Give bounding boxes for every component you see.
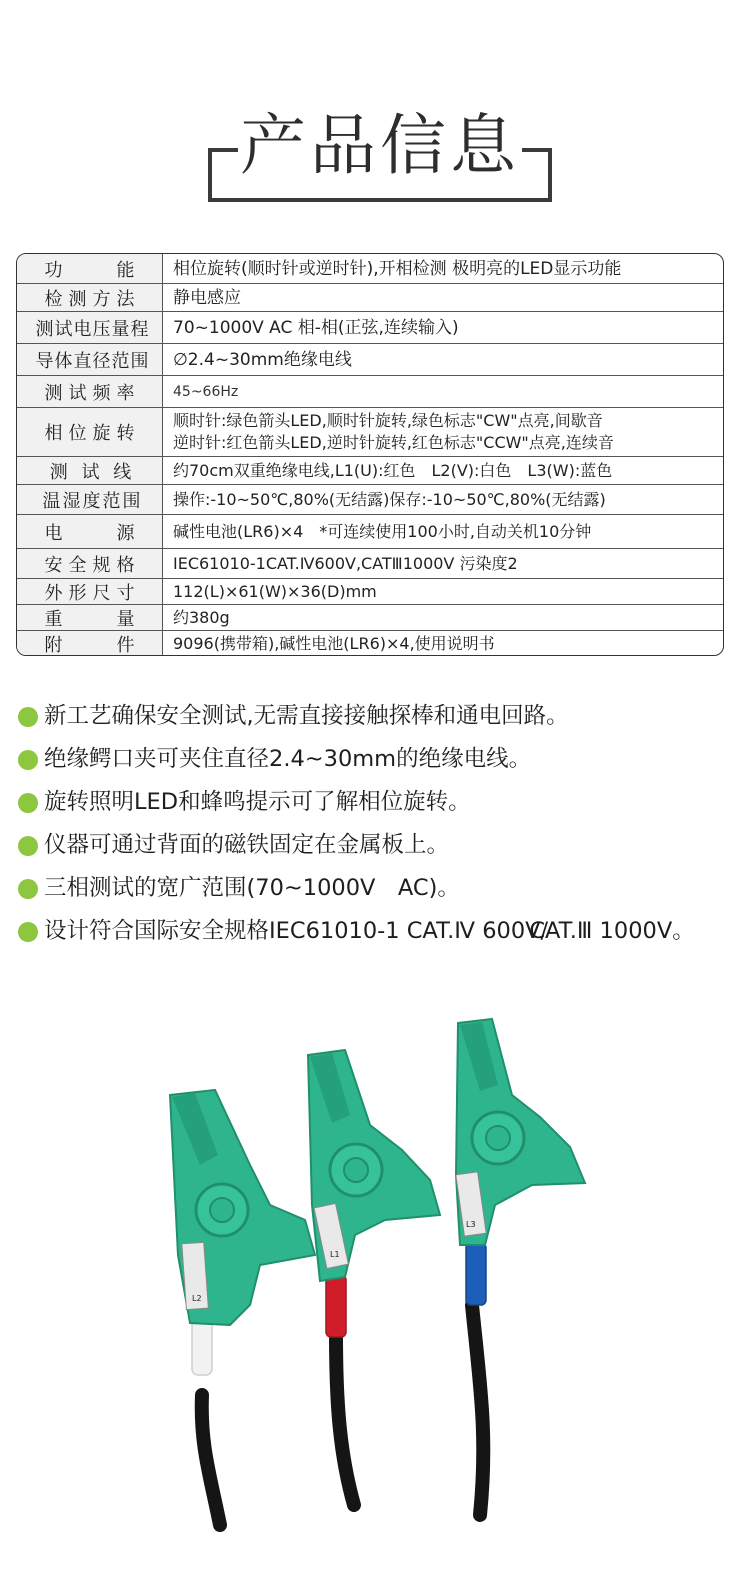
- feature-item: [18, 872, 738, 905]
- feature-text: 新工艺确保安全测试,无需直接接触探棒和通电回路。: [44, 703, 569, 729]
- feature-text: 三相测试的宽广范围(70~1000V AC)。: [44, 875, 460, 901]
- section-title-frame: [208, 100, 552, 204]
- spec-row: [17, 344, 723, 376]
- spec-row: [17, 408, 723, 457]
- spec-label: 外形尺寸: [17, 579, 163, 604]
- spec-label: 测试频率: [17, 376, 163, 407]
- spec-label: 安全规格: [17, 549, 163, 578]
- spec-label: 功 能: [17, 254, 163, 283]
- bullet-dot-icon: [18, 879, 38, 899]
- spec-value: 顺时针:绿色箭头LED,顺时针旋转,绿色标志"CW"点亮,间歇音 逆时针:红色箭头LED,逆时针旋转,红色标志"CCW"点亮,连续音: [173, 411, 614, 452]
- spec-row: [17, 515, 723, 549]
- spec-row: [17, 485, 723, 515]
- feature-text: 设计符合国际安全规格IEC61010-1 CAT.Ⅳ 600V/: [44, 918, 549, 944]
- spec-table: [16, 253, 724, 656]
- spec-value: 45~66Hz: [173, 383, 239, 400]
- bullet-dot-icon: [18, 836, 38, 856]
- spec-value: 70~1000V AC 相-相(正弦,连续输入): [173, 317, 459, 338]
- feature-item: [18, 915, 738, 948]
- spec-label: 相位旋转: [17, 408, 163, 456]
- spec-row: [17, 457, 723, 485]
- spec-row: [17, 579, 723, 605]
- cable-boot-blue: [466, 1243, 486, 1305]
- feature-text: 旋转照明LED和蜂鸣提示可了解相位旋转。: [44, 789, 471, 815]
- page-title: 产品信息: [240, 107, 520, 184]
- clip-label-l1: L1: [330, 1250, 340, 1259]
- spec-row: [17, 605, 723, 631]
- cable-boot-red: [326, 1275, 346, 1337]
- feature-item: [18, 829, 738, 862]
- spec-label: 附 件: [17, 631, 163, 656]
- feature-text: 绝缘鳄口夹可夹住直径2.4~30mm的绝缘电线。: [44, 746, 532, 772]
- spec-value: 约380g: [173, 607, 230, 627]
- spec-value: ∅2.4~30mm绝缘电线: [173, 349, 352, 370]
- spec-label: 温湿度范围: [17, 485, 163, 514]
- spec-row: [17, 312, 723, 344]
- spec-value: 约70cm双重绝缘电线,L1(U):红色 L2(V):白色 L3(W):蓝色: [173, 460, 613, 480]
- clip-label-l2: L2: [192, 1294, 202, 1303]
- spec-label: 检测方法: [17, 284, 163, 311]
- clip-blue: [456, 1019, 585, 1305]
- spec-value: IEC61010-1CAT.Ⅳ600V,CATⅢ1000V 污染度2: [173, 553, 518, 573]
- spec-value: 相位旋转(顺时针或逆时针),开相检测 极明亮的LED显示功能: [173, 258, 622, 279]
- spec-row: [17, 254, 723, 284]
- feature-text: CAT.Ⅲ 1000V。: [529, 918, 695, 944]
- bullet-dot-icon: [18, 793, 38, 813]
- product-photo: [140, 1005, 620, 1585]
- spec-label: 电 源: [17, 515, 163, 548]
- bullet-dot-icon: [18, 922, 38, 942]
- spec-label: 重 量: [17, 605, 163, 630]
- feature-list: [18, 700, 738, 958]
- spec-label: 测试电压量程: [17, 312, 163, 343]
- feature-item: [18, 743, 738, 776]
- bullet-dot-icon: [18, 707, 38, 727]
- clip-white: [170, 1090, 315, 1375]
- clip-red: [308, 1050, 440, 1337]
- spec-value: 静电感应: [173, 287, 241, 308]
- spec-row: [17, 284, 723, 312]
- spec-value: 112(L)×61(W)×36(D)mm: [173, 581, 377, 601]
- spec-row: [17, 376, 723, 408]
- spec-value: 操作:-10~50℃,80%(无结露)保存:-10~50℃,80%(无结露): [173, 489, 606, 509]
- spec-label: 导体直径范围: [17, 344, 163, 375]
- bullet-dot-icon: [18, 750, 38, 770]
- spec-label: 测 试 线: [17, 457, 163, 484]
- spec-row: [17, 549, 723, 579]
- feature-item: [18, 786, 738, 819]
- feature-text: 仪器可通过背面的磁铁固定在金属板上。: [44, 832, 450, 858]
- spec-row: [17, 631, 723, 656]
- feature-item: [18, 700, 738, 733]
- spec-value: 碱性电池(LR6)×4 *可连续使用100小时,自动关机10分钟: [173, 521, 592, 541]
- spec-value: 9096(携带箱),碱性电池(LR6)×4,使用说明书: [173, 634, 495, 653]
- clip-label-l3: L3: [466, 1220, 476, 1229]
